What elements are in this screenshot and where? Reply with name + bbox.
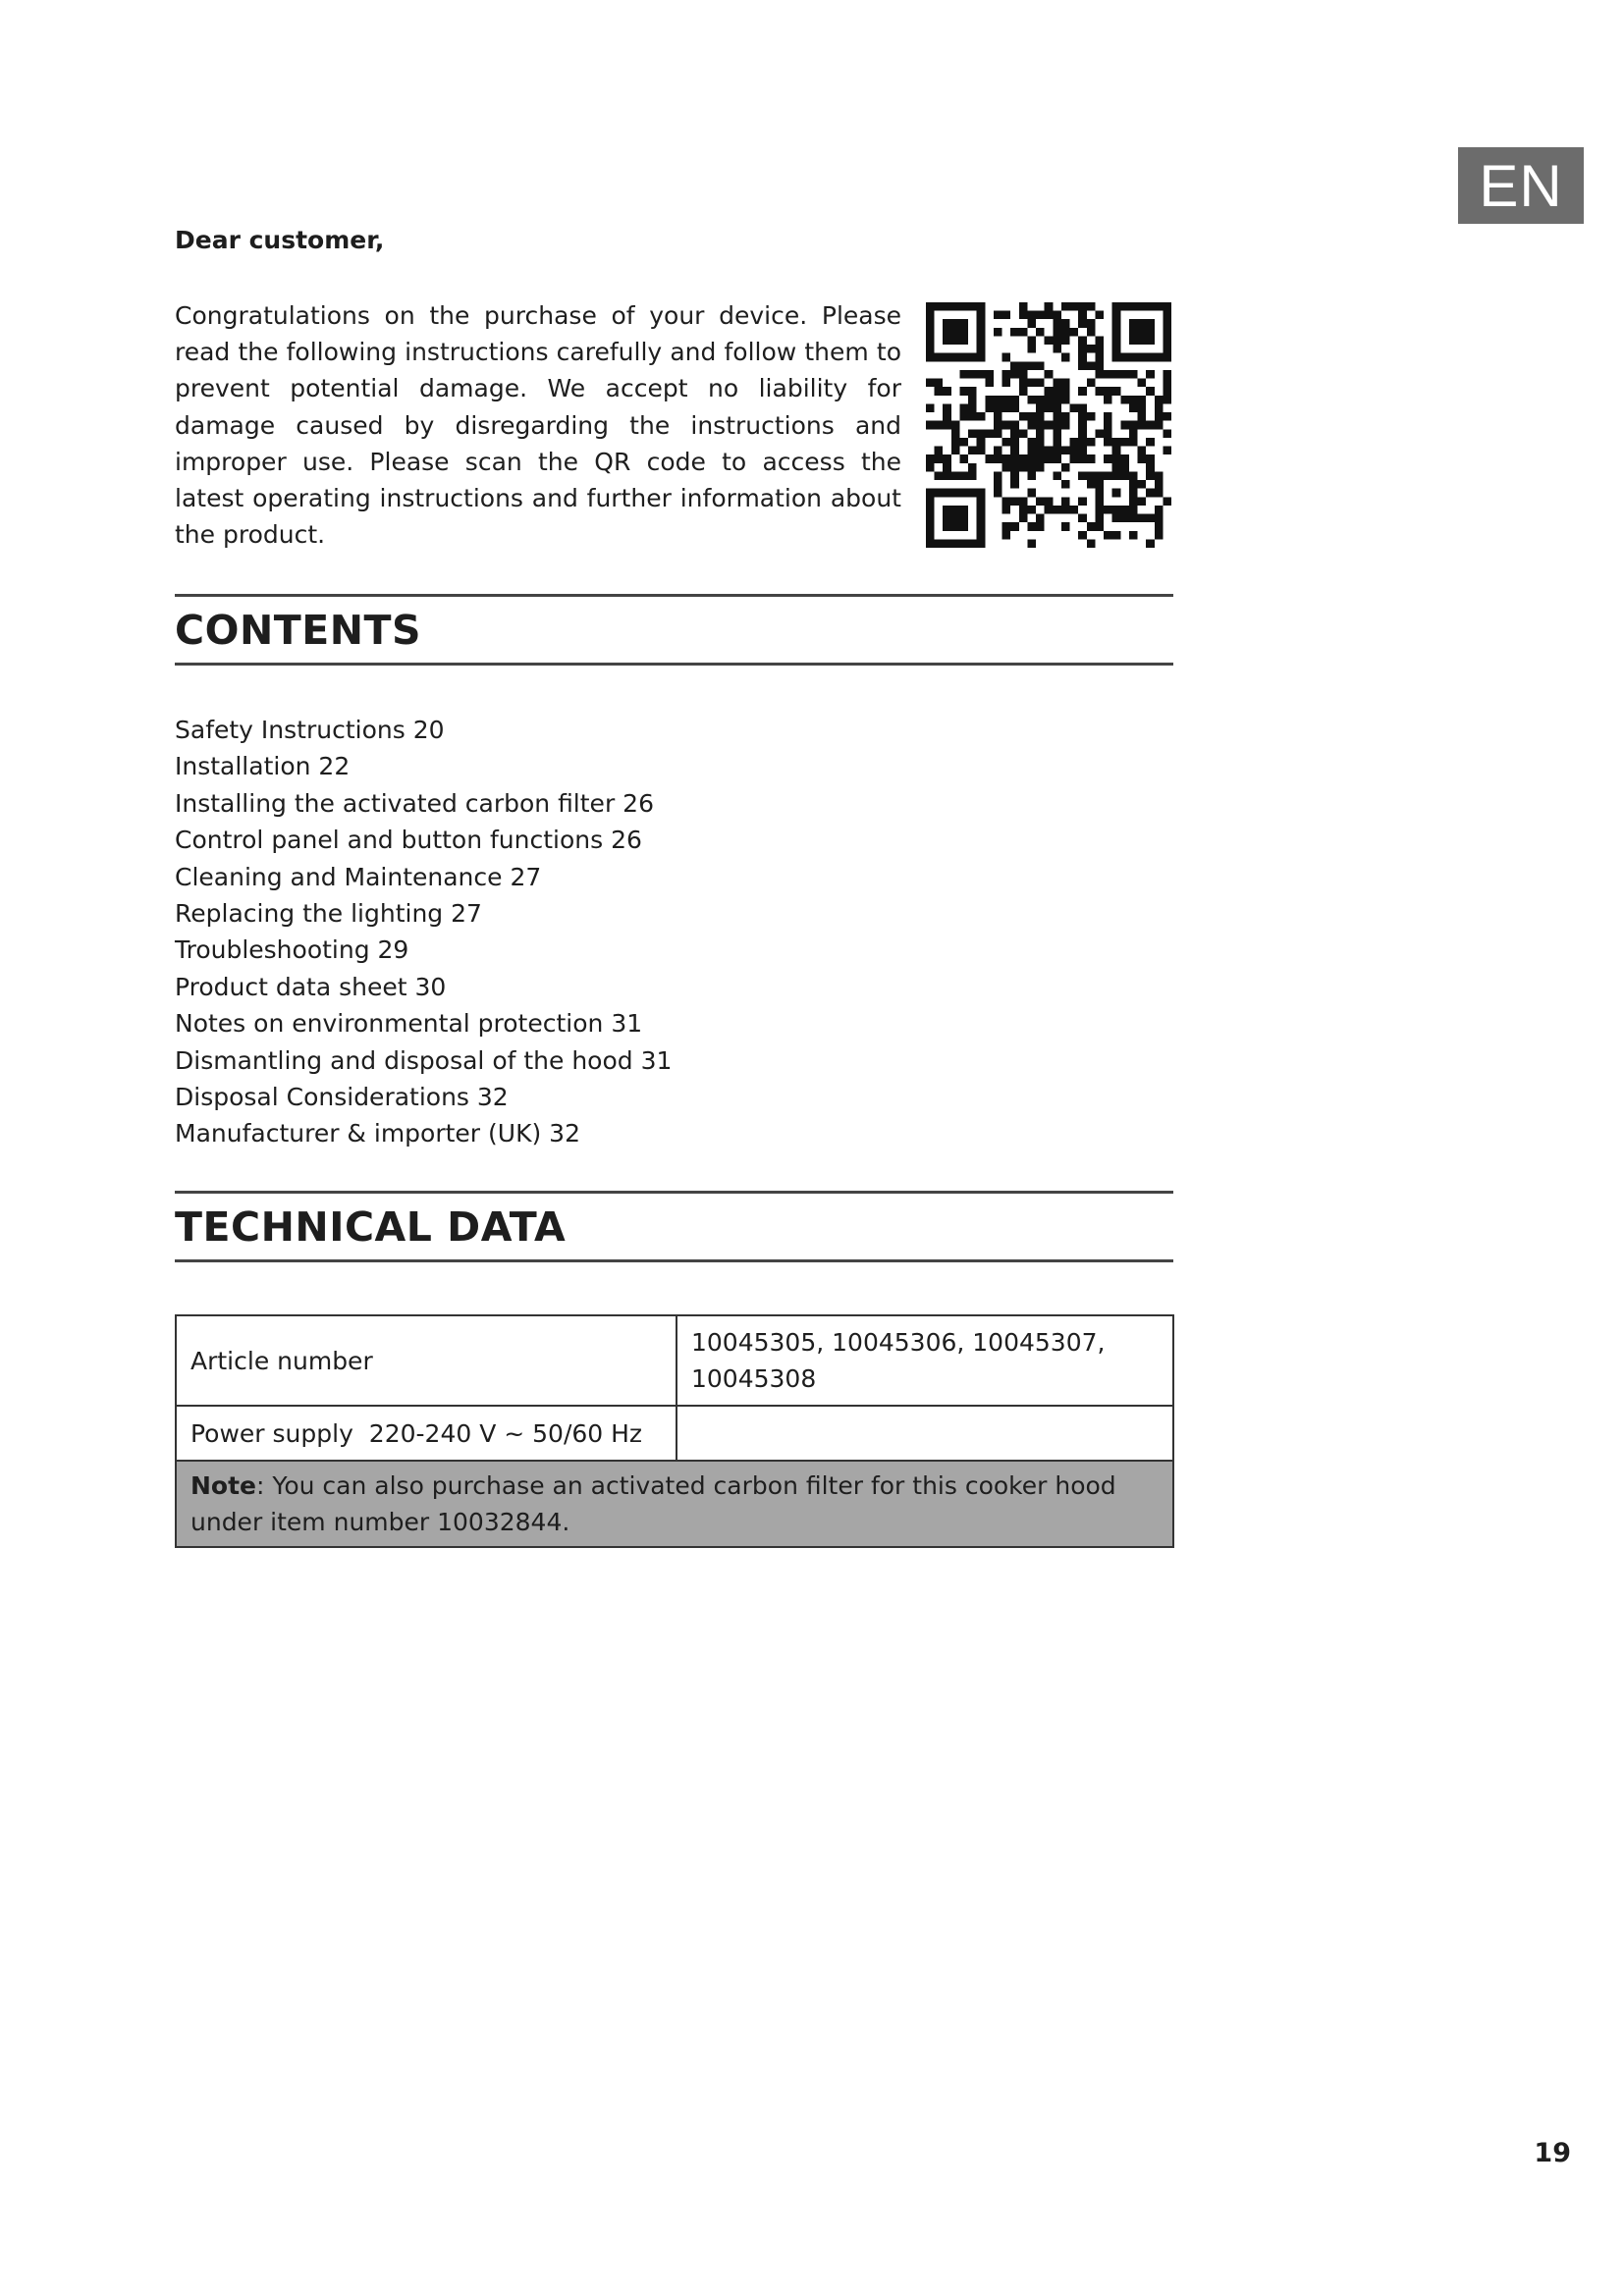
toc-item[interactable]: Installation 22 [175, 752, 351, 781]
intro-paragraph: Congratulations on the purchase of your device. Please read the following instructions carefully and follow them to prevent potential damage. We accept no liability for damage caused by disregarding the instructions and improper use. Please scan the QR code to access the latest operating instructions and further information about the product. [175, 301, 901, 550]
toc-item[interactable]: Control panel and button functions 26 [175, 826, 642, 855]
toc-item[interactable]: Safety Instructions 20 [175, 716, 445, 744]
greeting: Dear customer, [175, 226, 385, 254]
table-row [176, 1406, 1173, 1461]
power-supply-value: 220-240 V ~ 50/60 Hz [368, 1418, 643, 1448]
note-cell [176, 1461, 1173, 1547]
article-number-line: 10045308 [691, 1364, 817, 1393]
power-supply-cell [176, 1406, 677, 1461]
page-number: 19 [1534, 2138, 1571, 2168]
toc-item[interactable]: Product data sheet 30 [175, 972, 447, 1001]
empty-cell [677, 1406, 1173, 1461]
technical-top-rule [175, 1191, 1173, 1194]
power-supply-label: Power supply [190, 1418, 353, 1448]
toc-item[interactable]: Installing the activated carbon filter 26 [175, 788, 654, 818]
toc-item[interactable]: Disposal Considerations 32 [175, 1083, 509, 1112]
qr-code-icon[interactable] [926, 302, 1171, 548]
note-label: Note [190, 1471, 257, 1500]
technical-data-table [175, 1314, 1174, 1548]
article-number-value [677, 1315, 1173, 1406]
toc-item[interactable]: Manufacturer & importer (UK) 32 [175, 1119, 580, 1148]
contents-bottom-rule [175, 663, 1173, 666]
contents-top-rule [175, 594, 1173, 597]
technical-bottom-rule [175, 1259, 1173, 1262]
note-row [176, 1461, 1173, 1547]
article-number-label: Article number [176, 1315, 677, 1406]
language-tab: EN [1458, 147, 1584, 224]
toc-item[interactable]: Cleaning and Maintenance 27 [175, 862, 542, 891]
toc-item[interactable]: Troubleshooting 29 [175, 935, 409, 965]
technical-title: TECHNICAL DATA [175, 1203, 567, 1251]
toc-item[interactable]: Notes on environmental protection 31 [175, 1009, 643, 1039]
table-row [176, 1315, 1173, 1406]
toc-item[interactable]: Dismantling and disposal of the hood 31 [175, 1045, 673, 1075]
contents-title: CONTENTS [175, 607, 422, 654]
note-text: : You can also purchase an activated carbon filter for this cooker hood under item number 10032844. [190, 1471, 1116, 1536]
article-number-line: 10045305, 10045306, 10045307, [691, 1328, 1106, 1357]
table-of-contents [175, 712, 672, 1152]
toc-item[interactable]: Replacing the lighting 27 [175, 899, 482, 929]
